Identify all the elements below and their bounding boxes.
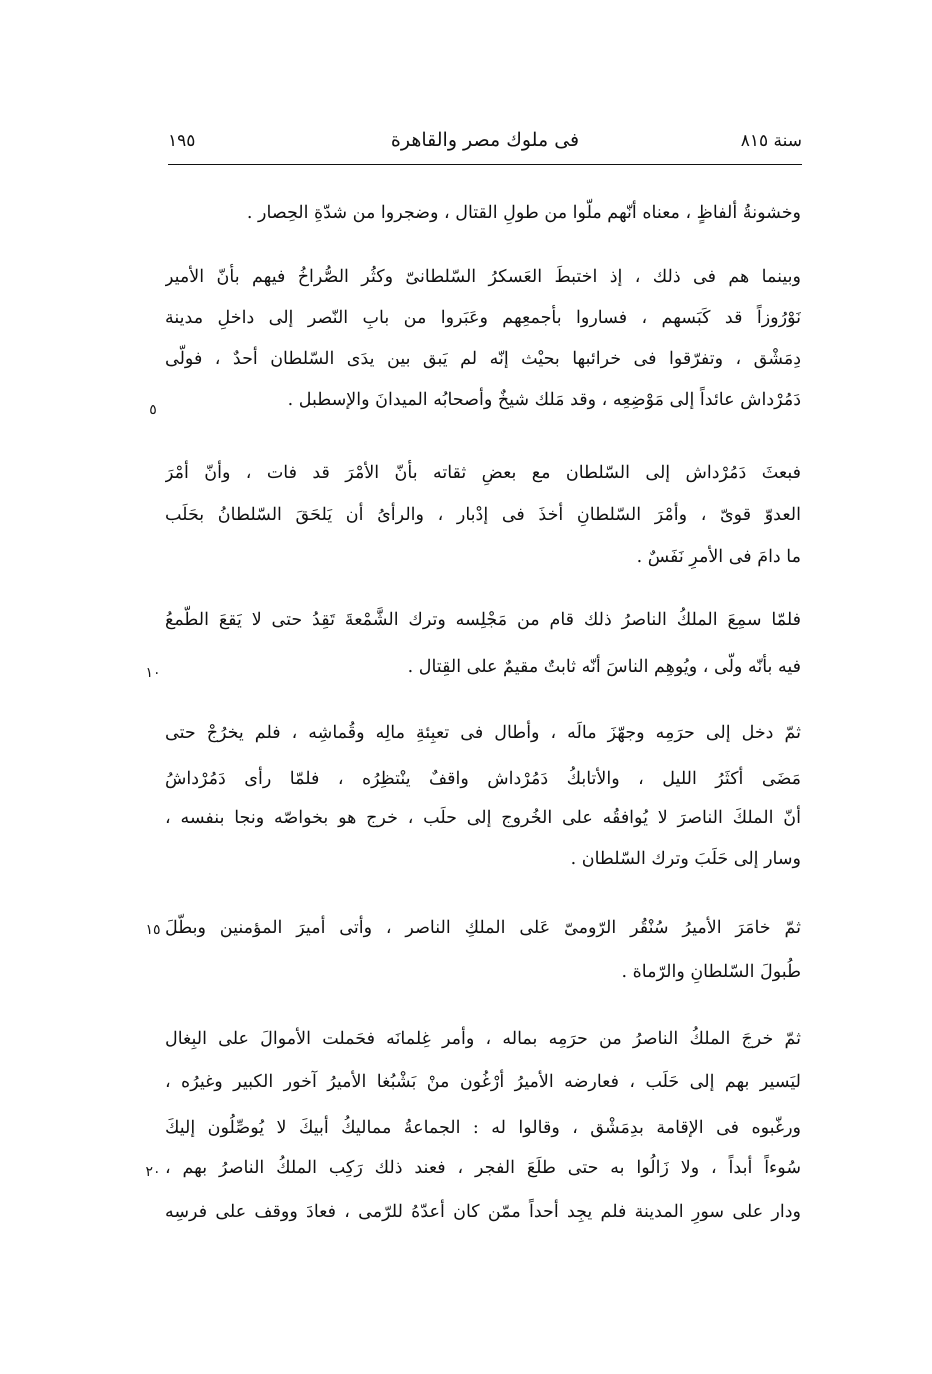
text-line: دَمُرْداش عائداً إلى مَوْضِعِه ، وقد مَلك شيخٌ وأصحابُه الميدانَ والإسطبل . (287, 390, 801, 410)
text-line: فبعثَ دَمُرْداش إلى السّلطان مع بعضِ ثقاته بأنّ الأمْرَ قد فات ، وأنّ أمْرَ (165, 463, 801, 483)
text-line: فلمّا سمِعَ الملكُ الناصرُ ذلك قام من مَجْلِسه وترك الشَّمْعةَ تَقِدُ حتى لا يَقعَ الطّمعُ (165, 610, 801, 630)
text-line: نَوْرُوزاً قد كَبَسهم ، فساروا بأجمعِهم وعَبَروا من بابِ النّصر إلى داخلِ مدينة (165, 308, 801, 328)
header-year: سنة ٨١٥ (740, 131, 802, 151)
text-line: مَضَى أكثَرُ الليل ، والأتابكُ دَمُرْداش واقفٌ ينْتظِرُه ، فلمّا رأى دَمُرْداشُ (165, 769, 801, 789)
header-title: فى ملوك مصر والقاهرة (390, 129, 580, 151)
text-line: سُوءاً أبداً ، ولا زَالُوا به حتى طلَعَ الفجر ، فعند ذلك رَكِب الملكُ الناصرُ بهم ، (165, 1158, 801, 1178)
text-line: وبينما هم فى ذلك ، إذ اختبطَ العَسكرُ السّلطانىّ وكثُر الصُّراخُ فيهم بأنّ الأمير (165, 267, 801, 287)
text-line: ودار على سورِ المدينة فلم يجِد أحداً ممّن كان أعدّهُ للرّمى ، فعادَ ووقف على فرسِه (165, 1202, 801, 1222)
text-line: ثمّ دخل إلى حرَمِه وجهّزَ مالَه ، وأطال فى تعبِئةِ مالِه وقُماشِه ، فلم يخرُجْ حتى (165, 723, 801, 743)
text-line: ليَسير بهم إلى حَلَب ، فعارضه الأميرُ أرْغُون منْ بَشْبُغا الأميرُ آخور الكبير وغيرُه ، (165, 1072, 801, 1092)
text-line: ثمّ خامَرَ الأميرُ سُنْقُر الرّومىّ عَلى الملكِ الناصر ، وأتى أميرَ المؤمنين وبطّلَ (165, 918, 801, 938)
header-page-number: ١٩٥ (168, 131, 196, 151)
text-line: ثمّ خرجَ الملكُ الناصرُ من حرَمِه بماله ، وأمر غِلمانَه فحَملت الأموالَ على البِغال (165, 1029, 801, 1049)
text-line: طُبولَ السّلطانِ والرّماة . (621, 962, 801, 982)
line-number: ١٠ (145, 665, 161, 681)
text-line: العدوّ قوىّ ، وأمْرَ السّلطانِ أخذَ فى إدْبار ، والرأىُ أن يَلحَقَ السّلطانُ بحَلَب (165, 505, 801, 525)
line-number: ١٥ (145, 922, 161, 938)
text-line: وسار إلى حَلَبَ وترك السّلطان . (570, 849, 801, 869)
page-header (168, 127, 802, 157)
line-number: ٥ (149, 402, 157, 418)
line-number: ٢٠ (145, 1164, 161, 1180)
text-line: دِمَشْق ، وتفرّقوا فى خرائبها بحيْث إنّه لم يَبق بين يدَى السّلطان أحدٌ ، فولّى (165, 349, 801, 369)
text-line: فيه بأنّه ولّى ، ويُوهِم الناسَ أنّه ثابتٌ مقيمٌ على القِتال . (407, 657, 801, 677)
text-line: أنّ الملكَ الناصرَ لا يُوافقُه على الخُروج إلى حلَب ، خرج هو بخواصّه ونجا بنفسه ، (165, 808, 801, 828)
header-rule (168, 164, 802, 165)
text-line: وخشونةُ ألفاظٍ ، معناه أنّهم ملّوا من طولِ القتال ، وضجروا من شدّةِ الحِصار . (246, 203, 801, 223)
text-line: ورغّبوه فى الإقامة بدِمَشْق ، وقالوا له : الجماعةُ مماليكُ أبيكَ لا يُوصِّلُون إليكَ (165, 1118, 801, 1138)
text-line: ما دامَ فى الأمرِ نَفَسٌ . (636, 547, 801, 567)
